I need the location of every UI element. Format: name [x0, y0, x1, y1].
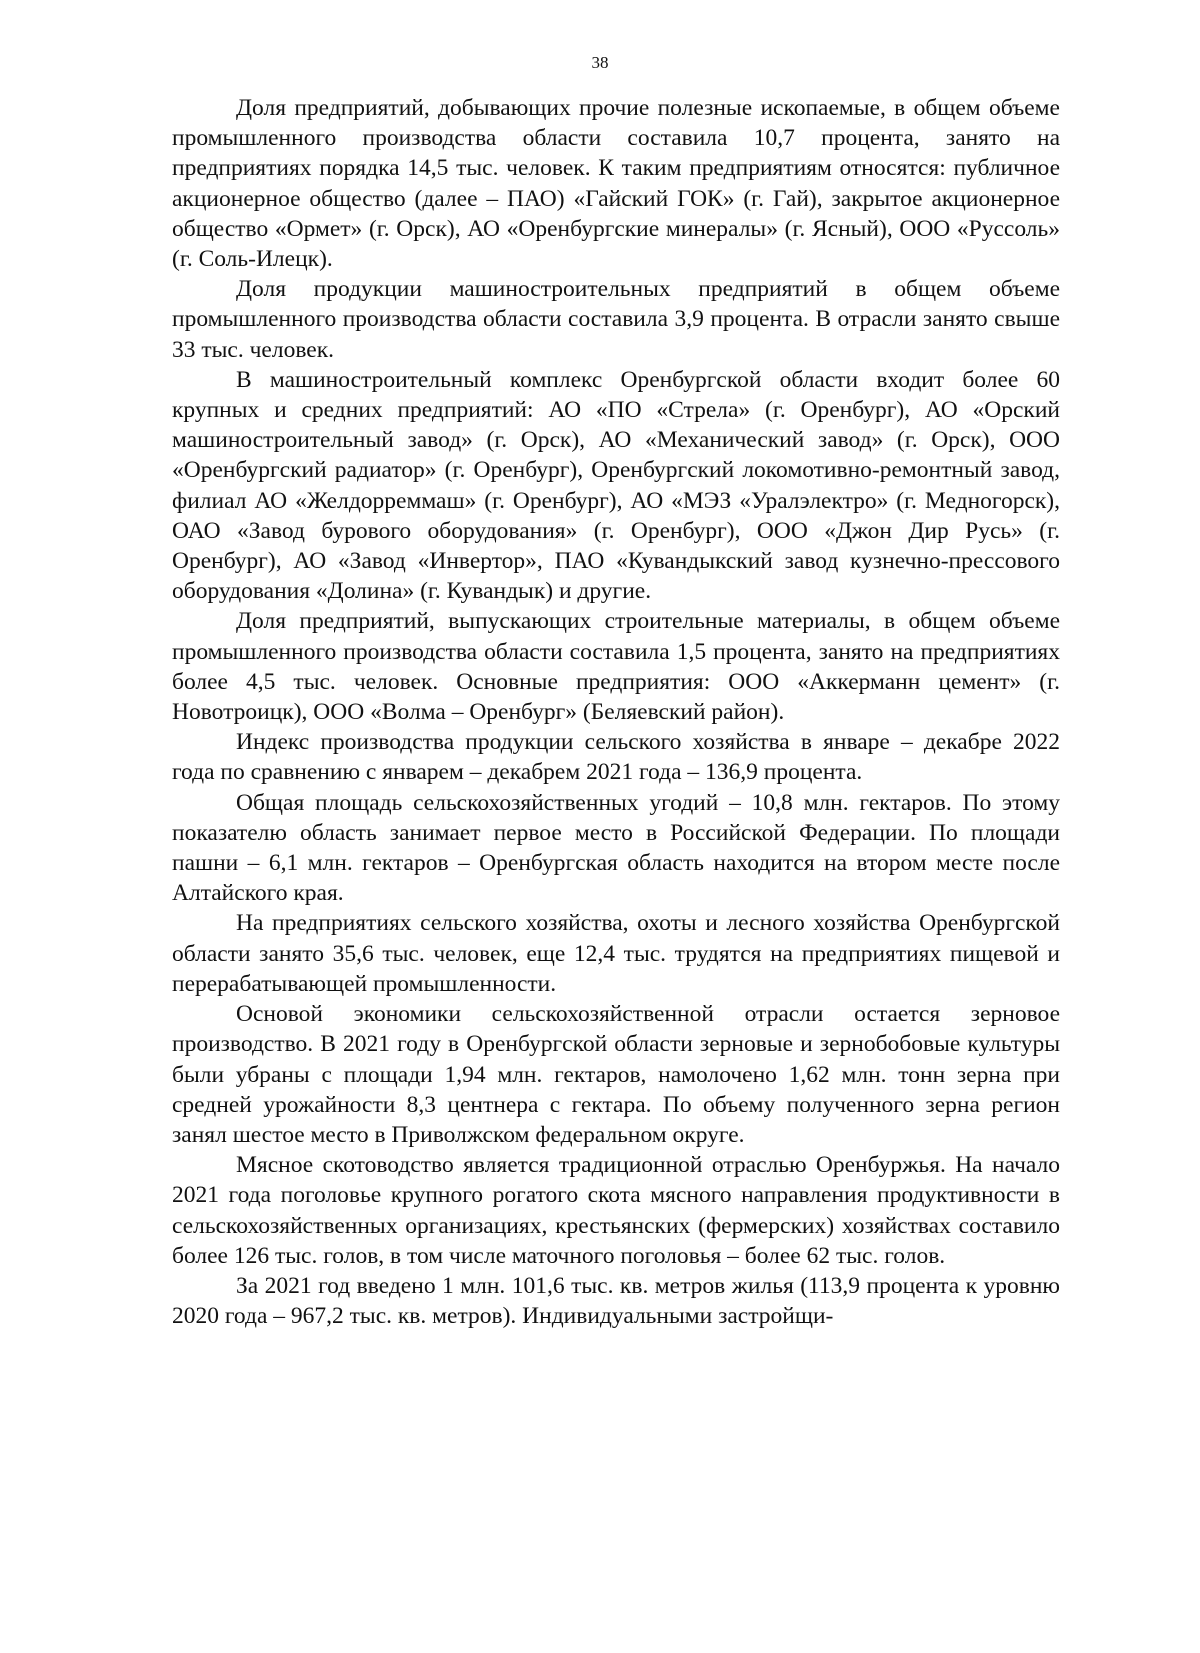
document-body: [172, 93, 1060, 1331]
paragraph-agriculture-employment: На предприятиях сельского хозяйства, охоты и лесного хозяйства Оренбургской области занято 35,6 тыс. человек, еще 12,4 тыс. трудятся на предприятиях пищевой и перерабатывающей промышленности.: [172, 910, 1060, 997]
paragraph-mining: Доля предприятий, добывающих прочие полезные ископаемые, в общем объеме промышленного производства области составила 10,7 процента, занято на предприятиях порядка 14,5 тыс. человек. К таким предприятиям относятся: публичное акционерное общество (далее – ПАО) «Гайский ГОК» (г. Гай), закрытое акционерное общество «Ормет» (г. Орск), АО «Оренбургские минералы» (г. Ясный), ООО «Руссоль» (г. Соль-Илецк).: [172, 95, 1060, 273]
paragraph-agriculture-index: Индекс производства продукции сельского хозяйства в январе – декабре 2022 года по сравнению с январем – декабрем 2021 года – 136,9 процента.: [172, 729, 1060, 786]
paragraph-grain-production: Основой экономики сельскохозяйственной отрасли остается зерновое производство. В 2021 году в Оренбургской области зерновые и зернобобовые культуры были убраны с площади 1,94 млн. гектаров, намолочено 1,62 млн. тонн зерна при средней урожайности 8,3 центнера с гектара. По объему полученного зерна регион занял шестое место в Приволжском федеральном округе.: [172, 1001, 1060, 1148]
paragraph-cattle-breeding: Мясное скотоводство является традиционной отраслью Оренбуржья. На начало 2021 года поголовье крупного рогатого скота мясного направления продуктивности в сельскохозяйственных организациях, крестьянских (фермерских) хозяйствах составило более 126 тыс. голов, в том числе маточного поголовья – более 62 тыс. голов.: [172, 1152, 1060, 1269]
paragraph-machinery-complex: В машиностроительный комплекс Оренбургской области входит более 60 крупных и средних предприятий: АО «ПО «Стрела» (г. Оренбург), АО «Орский машиностроительный завод» (г. Орск), АО «Механический завод» (г. Орск), ООО «Оренбургский радиатор» (г. Оренбург), Оренбургский локомотивно-ремонтный завод, филиал АО «Желдорреммаш» (г. Оренбург), АО «МЭЗ «Уралэлектро» (г. Медногорск), ОАО «Завод бурового оборудования» (г. Оренбург), ООО «Джон Дир Русь» (г. Оренбург), АО «Завод «Инвертор», ПАО «Кувандыкский завод кузнечно-прессового оборудования «Долина» (г. Кувандык) и другие.: [172, 366, 1060, 605]
paragraph-machinery-share: Доля продукции машиностроительных предприятий в общем объеме промышленного производства области составила 3,9 процента. В отрасли занято свыше 33 тыс. человек.: [172, 276, 1060, 363]
paragraph-housing: За 2021 год введено 1 млн. 101,6 тыс. кв. метров жилья (113,9 процента к уровню 2020 года – 967,2 тыс. кв. метров). Индивидуальными застройщи-: [172, 1272, 1060, 1330]
page-number: 38: [591, 53, 609, 72]
paragraph-farmland-area: Общая площадь сельскохозяйственных угодий – 10,8 млн. гектаров. По этому показателю область занимает первое место в Российской Федерации. По площади пашни – 6,1 млн. гектаров – Оренбургская область находится на втором месте после Алтайского края.: [172, 789, 1060, 907]
paragraph-building-materials: Доля предприятий, выпускающих строительные материалы, в общем объеме промышленного производства области составила 1,5 процента, занято на предприятиях более 4,5 тыс. человек. Основные предприятия: ООО «Аккерманн цемент» (г. Новотроицк), ООО «Волма – Оренбург» (Беляевский район).: [172, 608, 1060, 726]
